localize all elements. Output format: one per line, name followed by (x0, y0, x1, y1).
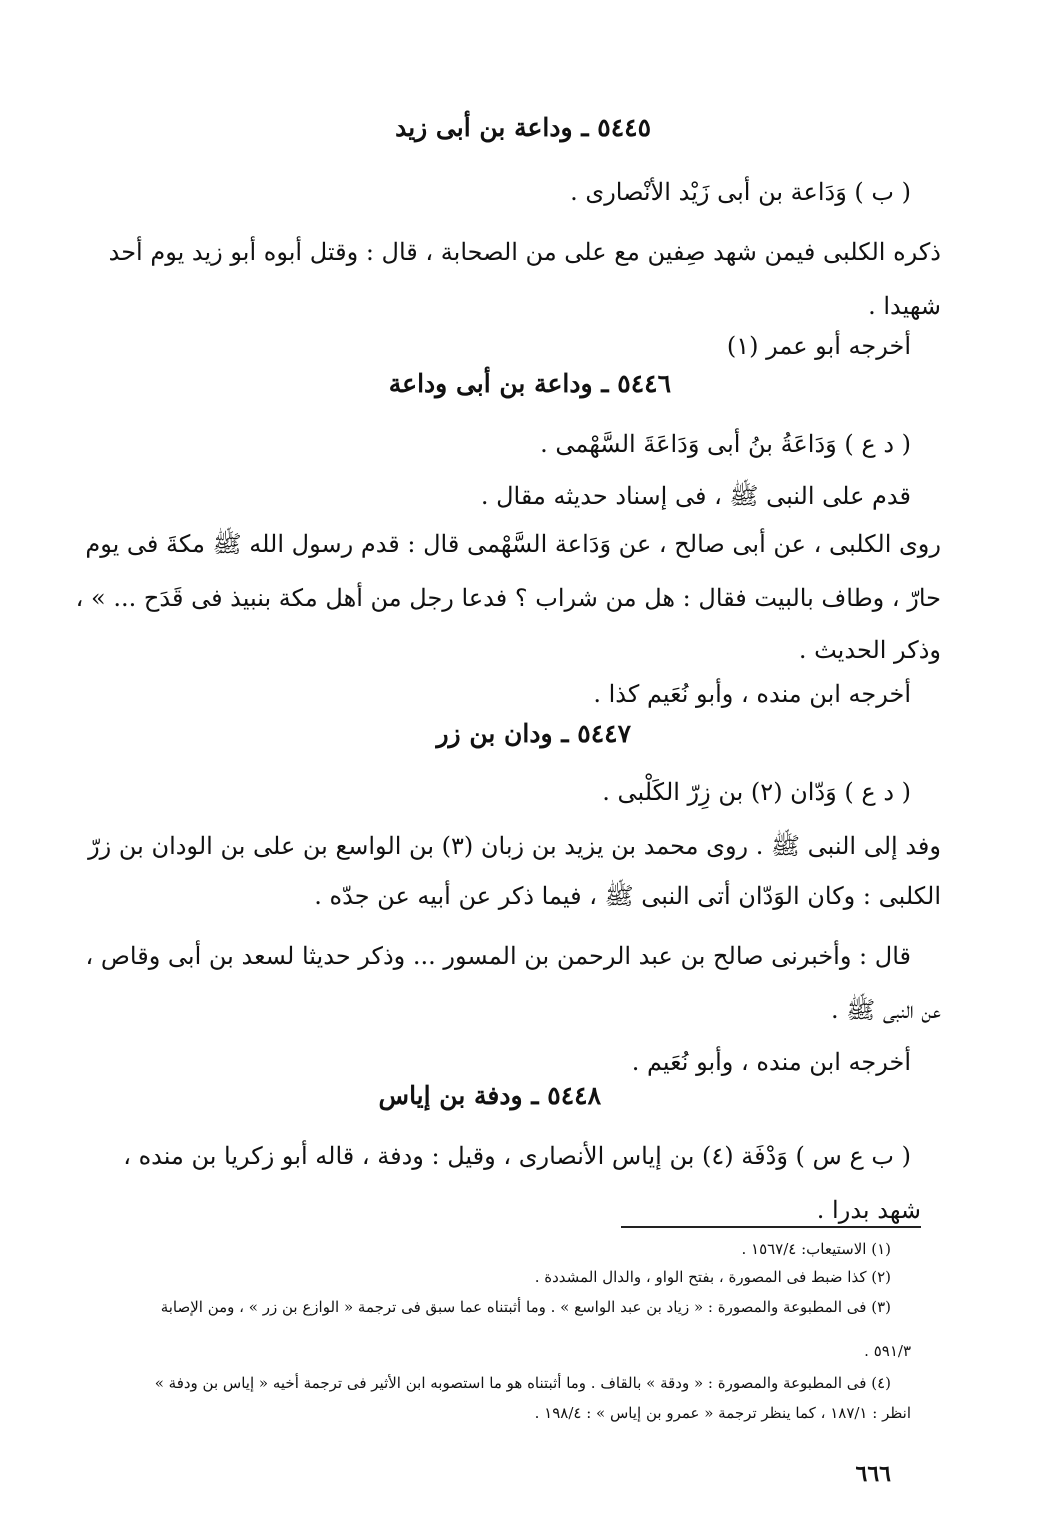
entry-5447-line-2: وفد إلى النبى ﷺ . روى محمد بن يزيد بن زبان (٣) بن الواسع بن على بن الودان بن زرّ (88, 832, 941, 860)
page-number: ٦٦٦ (855, 1461, 891, 1487)
entry-5447-line-1: ( د ع ) وَدّان (٢) بن زِرّ الكَلْبى . (602, 778, 911, 806)
footnote-2: (٢) كذا ضبط فى المصورة ، بفتح الواو ، والدال المشددة . (534, 1268, 891, 1286)
footnote-3: (٣) فى المطبوعة والمصورة : « زياد بن عبد الواسع » . وما أثبتناه عما سبق فى ترجمة « الوازع بن زر » ، ومن الإصابة (160, 1298, 891, 1316)
entry-5445-line-3: شهيدا . (868, 292, 941, 320)
entry-5445-line-4: أخرجه أبو عمر (١) (726, 332, 911, 360)
entry-5446-line-4: حارّ ، وطاف بالبيت فقال : هل من شراب ؟ فدعا رجل من أهل مكة بنبيذ فى قَدَح ... » ، (75, 584, 941, 612)
footnote-separator (621, 1226, 921, 1228)
entry-5447-line-3: الكلبى : وكان الوَدّان أتى النبى ﷺ ، فيما ذكر عن أبيه عن جدّه . (314, 882, 941, 910)
entry-5445-line-1: ( ب ) وَدَاعة بن أبى زَيْد الأنْصارى . (570, 178, 911, 206)
footnote-1: (١) الاستيعاب: ١٥٦٧/٤ . (741, 1240, 891, 1258)
entry-5446-line-2: قدم على النبى ﷺ ، فى إسناد حديثه مقال . (480, 482, 911, 510)
entry-5446-line-5: وذكر الحديث . (798, 636, 941, 664)
footnote-4-cont: انظر : ١٨٧/١ ، كما ينظر ترجمة « عمرو بن إياس » : ١٩٨/٤ . (534, 1404, 911, 1422)
entry-5446-line-1: ( د ع ) وَدَاعَةُ بنُ أبى وَدَاعَةَ السَّهْمى . (540, 430, 911, 458)
entry-heading-5445: ٥٤٤٥ ـ وداعة بن أبى زيد (395, 113, 651, 142)
entry-5446-line-3: روى الكلبى ، عن أبى صالح ، عن وَدَاعة السَّهْمى قال : قدم رسول الله ﷺ مكةَ فى يوم (85, 530, 941, 558)
entry-5447-line-5: عن النبى ﷺ . (830, 996, 941, 1024)
footnote-4: (٤) فى المطبوعة والمصورة : « ودقة » بالقاف . وما أثبتناه هو ما استصوبه ابن الأثير فى ترجمة أخيه « إياس بن ودفة » (154, 1374, 891, 1392)
entry-heading-5447: ٥٤٤٧ ـ ودان بن زر (436, 719, 631, 748)
entry-5445-line-2: ذكره الكلبى فيمن شهد صِفين مع على من الصحابة ، قال : وقتل أبوه أبو زيد يوم أحد (108, 238, 941, 266)
entry-heading-5448: ٥٤٤٨ ـ ودفة بن إياس (378, 1081, 601, 1110)
entry-5448-line-2: شهد بدرا . (816, 1196, 921, 1224)
entry-heading-5446: ٥٤٤٦ ـ وداعة بن أبى وداعة (388, 369, 671, 398)
entry-5448-line-1: ( ب ع س ) وَدْفَة (٤) بن إياس الأنصارى ، وقيل : ودفة ، قاله أبو زكريا بن منده ، (123, 1142, 911, 1170)
entry-5447-line-6: أخرجه ابن منده ، وأبو نُعَيم . (631, 1048, 911, 1076)
entry-5447-line-4: قال : وأخبرنى صالح بن عبد الرحمن بن المسور ... وذكر حديثا لسعد بن أبى وقاص ، (85, 942, 911, 970)
entry-5446-line-6: أخرجه ابن منده ، وأبو نُعَيم كذا . (593, 680, 911, 708)
footnote-3-cont: ٥٩١/٣ . (864, 1342, 911, 1360)
